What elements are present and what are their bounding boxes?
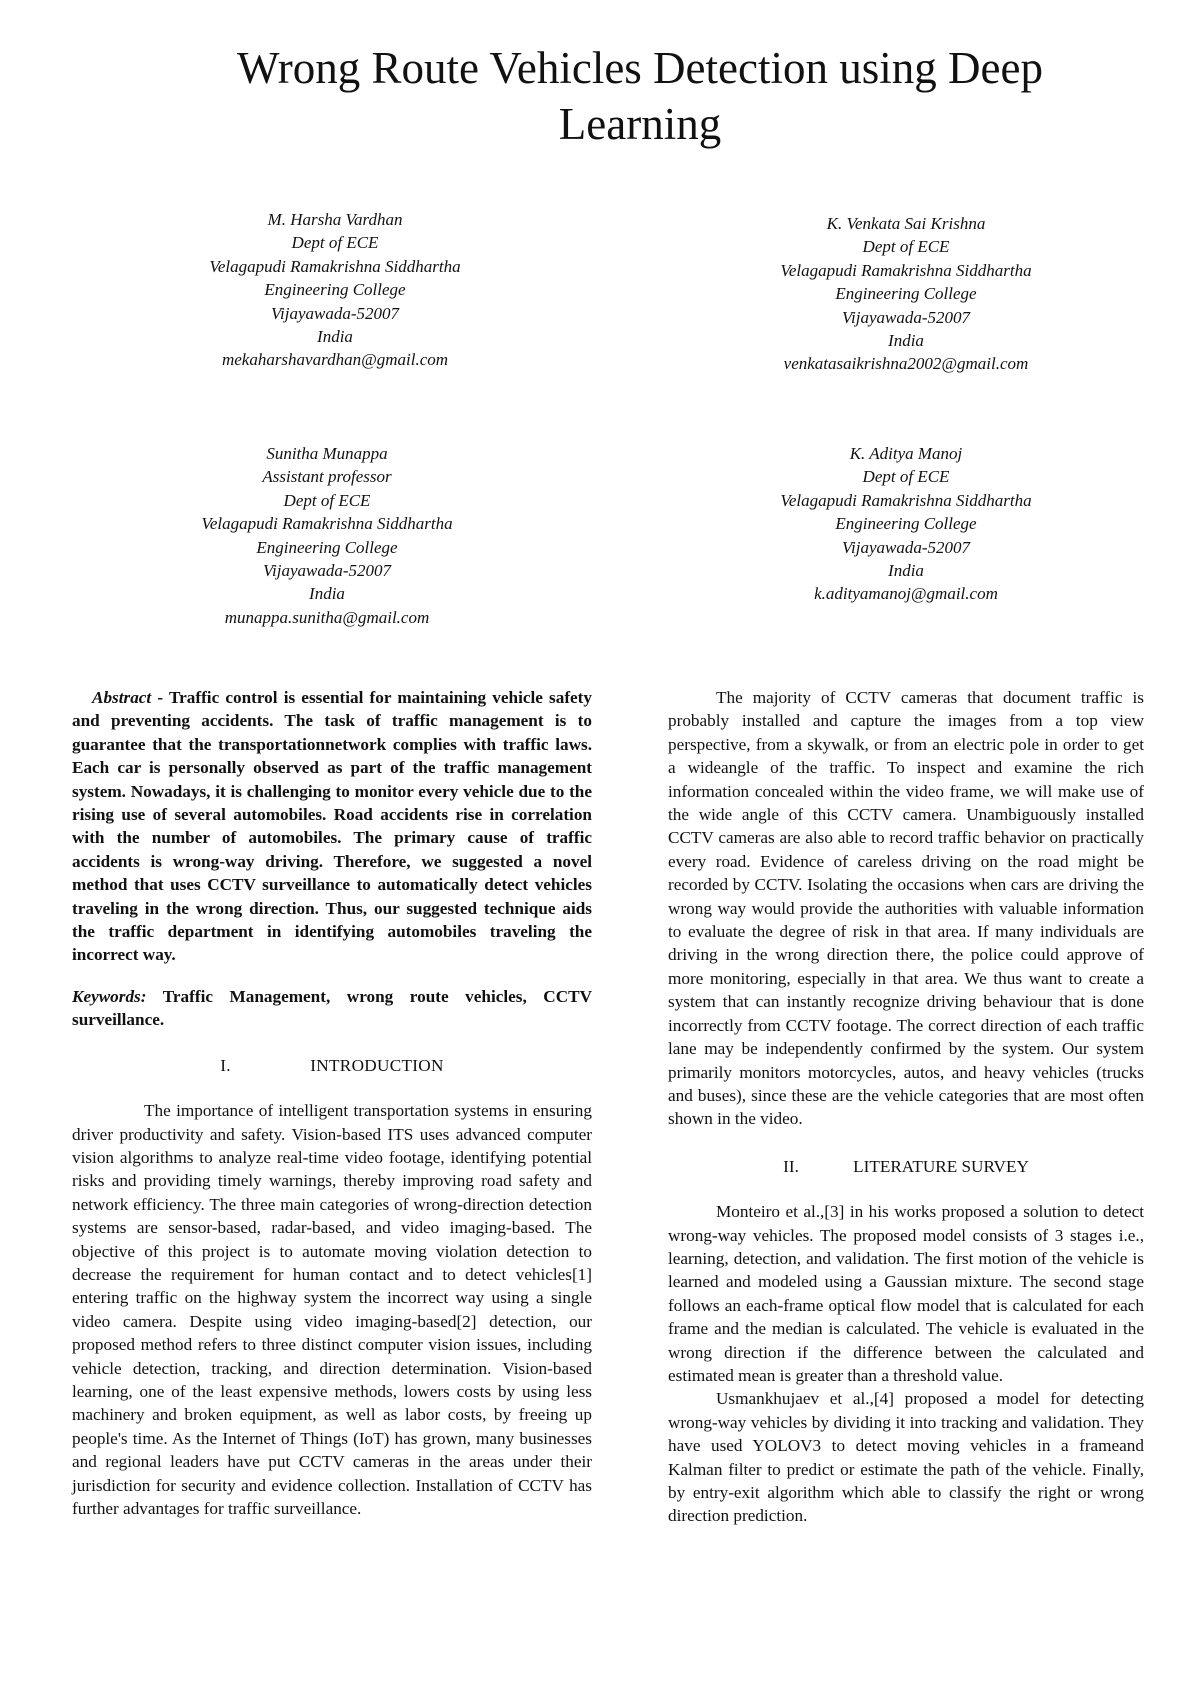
author-country: India <box>317 327 353 347</box>
author-city: Vijayawada-52007 <box>841 537 971 557</box>
section-number: I. <box>220 1055 231 1075</box>
author-institution: Velagapudi Ramakrishna Siddhartha <box>780 490 1032 510</box>
literature-paragraph-2: Usmankhujaev et al.,[4] proposed a model for detecting wrong-way vehicles by dividing it into tracking and validation. They have used YOLOV3 to detect moving vehicles in a frameand Kalman filter to predict or estimate the path of the vehicle. Finally, by entry-exit algorithm which able to classify the right or wrong direction prediction. <box>668 1389 1144 1526</box>
author-name: M. Harsha Vardhan <box>267 210 403 229</box>
author-title: Assistant professor <box>262 467 392 487</box>
author-dept: Dept of ECE <box>862 467 950 487</box>
author-institution: Engineering College <box>835 284 977 304</box>
intro-continued-paragraph: The majority of CCTV cameras that document traffic is probably installed and capture the images from a top view perspective, from a skywalk, or from an electric pole in order to get a wideangle of the traffic. To inspect and examine the rich information concealed within the video frame, we will make use of the wide angle of this CCTV camera. Unambiguously installed CCTV cameras are also able to record traffic behavior on practically every road. Evidence of careless driving on the road might be recorded by CCTV. Isolating the occasions when cars are driving the wrong way would provide the authorities with valuable information to evaluate the degree of risk in that area. If many individuals are driving in the wrong direction there, the police could approve of more monitoring, especially in that area. We thus want to create a system that can instantly recognize driving behaviour that is done incorrectly from CCTV footage. The correct direction of each traffic lane may be independently confirmed by the system. Our system primarily monitors motorcycles, autos, and heavy vehicles (trucks and buses), since these are the vehicle categories that are most often shown in the video. <box>668 688 1144 1129</box>
author-dept: Dept of ECE <box>291 233 379 253</box>
author-email: mekaharshavardhan@gmail.com <box>221 350 449 370</box>
abstract-label: Abstract <box>92 688 152 707</box>
section-heading-introduction <box>72 1054 592 1077</box>
author-dept: Dept of ECE <box>283 490 371 510</box>
author-name: K. Aditya Manoj <box>849 444 963 463</box>
author-block-1 <box>115 208 555 372</box>
author-block-3 <box>107 442 547 629</box>
author-institution: Velagapudi Ramakrishna Siddhartha <box>780 260 1032 280</box>
abstract-text: Traffic control is essential for maintaining vehicle safety and preventing accidents. The task of traffic management is to guarantee that the transportationnetwork complies with traffic laws. Each car is personally observed as part of the traffic management system. Nowadays, it is challenging to monitor every vehicle due to the rising use of several automobiles. Road accidents rise in correlation with the number of automobiles. The primary cause of traffic accidents is wrong-way driving. Therefore, we suggested a novel method that uses CCTV surveillance to automatically detect vehicles traveling in the wrong direction. Thus, our suggested technique aids the traffic department in identifying automobiles traveling the incorrect way. <box>72 688 592 965</box>
author-institution: Engineering College <box>264 280 406 300</box>
author-email: munappa.sunitha@gmail.com <box>224 607 430 627</box>
keywords-label: Keywords: <box>72 986 147 1006</box>
author-name: K. Venkata Sai Krishna <box>826 214 986 233</box>
literature-paragraph-1: Monteiro et al.,[3] in his works proposed a solution to detect wrong-way vehicles. The proposed model consists of 3 stages i.e., learning, detection, and validation. The first motion of the vehicle is learned and modeled using a Gaussian mixture. The second stage follows an each-frame optical flow model that is calculated for each frame and the median is calculated. The vehicle is evaluated in the wrong direction if the difference between the calculated and estimated mean is greater than a threshold value. <box>668 1202 1144 1385</box>
author-email: k.adityamanoj@gmail.com <box>814 584 998 604</box>
author-institution: Velagapudi Ramakrishna Siddhartha <box>201 514 453 534</box>
intro-paragraph: The importance of intelligent transportation systems in ensuring driver productivity and safety. Vision-based ITS uses advanced computer vision algorithms to analyze real-time video footage, identifying potential risks and providing timely warnings, thereby improving road safety and network efficiency. The three main categories of wrong-direction detection systems are sensor-based, radar-based, and video imaging-based. The objective of this project is to automate moving violation detection to decrease the requirement for human contact and to detect vehicles[1] entering traffic on the highway system the incorrect way using a single video camera. Despite using video imaging-based[2] detection, our proposed method refers to three distinct computer vision issues, including vehicle detection, tracking, and direction determination. Vision-based learning, one of the least expensive methods, lowers costs by using less machinery and broken equipment, as well as labor costs, by freeing up people's time. As the Internet of Things (IoT) has grown, many businesses and regional leaders have put CCTV cameras in the areas under their jurisdiction for security and evidence collection. Installation of CCTV has further advantages for traffic surveillance. <box>72 1101 592 1518</box>
author-institution: Engineering College <box>835 514 977 534</box>
author-dept: Dept of ECE <box>862 237 950 257</box>
section-title: LITERATURE SURVEY <box>853 1156 1029 1176</box>
author-country: India <box>888 561 924 581</box>
author-name: Sunitha Munappa <box>266 444 388 463</box>
author-block-4 <box>686 442 1126 606</box>
abstract-separator: - <box>151 688 169 707</box>
author-city: Vijayawada-52007 <box>270 303 400 323</box>
author-institution: Engineering College <box>256 537 398 557</box>
author-institution: Velagapudi Ramakrishna Siddhartha <box>209 256 461 276</box>
author-email: venkatasaikrishna2002@gmail.com <box>783 354 1029 374</box>
author-country: India <box>309 584 345 604</box>
paper-title: Wrong Route Vehicles Detection using Deep Learning <box>237 43 1043 149</box>
section-title: INTRODUCTION <box>310 1055 444 1075</box>
keywords <box>72 985 592 1032</box>
right-column <box>668 686 1144 1528</box>
author-city: Vijayawada-52007 <box>841 307 971 327</box>
abstract <box>72 686 592 967</box>
keywords-text: Traffic Management, wrong route vehicles, CCTV surveillance. <box>72 986 592 1030</box>
author-block-2 <box>686 212 1126 376</box>
author-city: Vijayawada-52007 <box>262 561 392 581</box>
author-country: India <box>888 331 924 351</box>
section-number: II. <box>783 1156 799 1176</box>
left-column <box>72 686 592 1520</box>
section-heading-literature <box>668 1155 1144 1178</box>
